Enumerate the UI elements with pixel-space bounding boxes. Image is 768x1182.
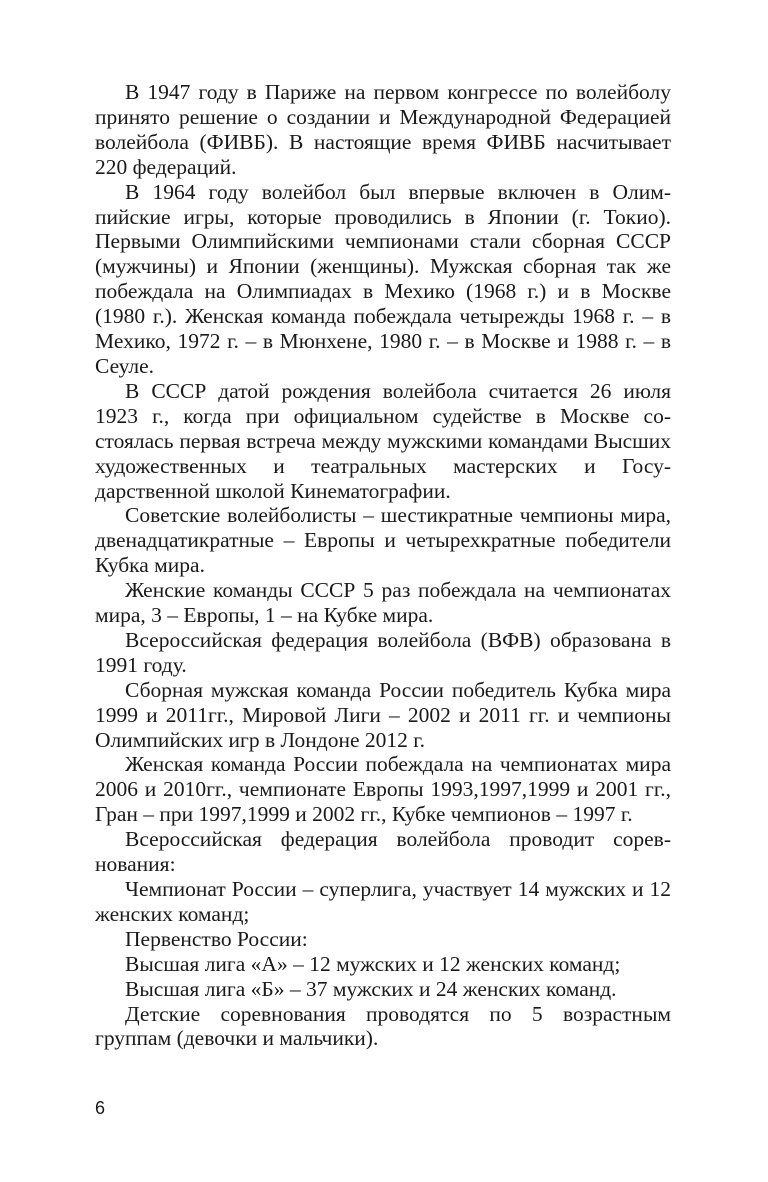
paragraph-russia-women: Женская команда России побеждала на чемпионатах мира 2006 и 2010гг., чемпионате Европы 1993,1997,1999 и 2001 гг., Гран – при 1997,1999 и 2002 гг., Кубке чемпионов – 1997 г. xyxy=(95,752,671,827)
paragraph-competitions-intro: Всероссийская федерация волейбола проводит соревнования: xyxy=(95,827,671,877)
paragraph-olympic-debut: В 1964 году волейбол был впервые включен в Олимпийские игры, которые проводились в Японии (г. Токио). Первыми Олимпийскими чемпионами стали сборная СССР (мужчины) и Японии (женщины). Мужская сборная так же побеждала на Олимпиадах в Мехико (1968 г.) и в Москве (1980 г.). Женская команда побеждала четырежды 1968 г. – в Мехико, 1972 г. – в Мюнхене, 1980 г. – в Москве и 1988 г. – в Сеуле. xyxy=(95,179,671,378)
paragraph-superleague: Чемпионат России – суперлига, участвует 14 мужских и 12 женских команд; xyxy=(95,877,671,926)
paragraph-championship: Первенство России: xyxy=(125,926,308,951)
paragraph-russia-men: Сборная мужская команда России победитель Кубка мира 1999 и 2011гг., Мировой Лиги – 2002 и 2011 гг. и чемпионы Олимпийских игр в Лондоне 2012 г. xyxy=(95,677,671,752)
paragraph-fivb-founding: В 1947 году в Париже на первом конгрессе по волейболу принято решение о создании и Международной Федерацией волейбола (ФИВБ). В настоящие время ФИВБ насчитывает 220 федераций. xyxy=(95,80,671,179)
paragraph-soviet-champions: Советские волейболисты – шестикратные чемпионы мира, двенадцатикратные – Европы и четырехкратные победители Кубка мира. xyxy=(95,503,671,578)
body-text xyxy=(95,80,671,1051)
paragraph-ussr-women: Женские команды СССР 5 раз побеждала на чемпионатах мира, 3 – Европы, 1 – на Кубке мира. xyxy=(95,578,671,628)
paragraph-youth: Детские соревнования проводятся по 5 возрастным группам (девочки и мальчики). xyxy=(95,1001,671,1051)
paragraph-ussr-birthdate: В СССР датой рождения волейбола считается 26 июля 1923 г., когда при официальном судействе в Москве состоялась первая встреча между мужскими командами Высших художественных и театральных мастерских и Государственной школой Кинематографии. xyxy=(95,378,671,503)
paragraph-vfv-founding: Всероссийская федерация волейбола (ВФВ) образована в 1991 году. xyxy=(95,627,671,677)
paragraph-league-a: Высшая лига «А» – 12 мужских и 12 женских команд; xyxy=(125,951,621,976)
paragraph-league-b: Высшая лига «Б» – 37 мужских и 24 женских команд. xyxy=(125,976,617,1001)
page-number: 6 xyxy=(95,1098,106,1118)
